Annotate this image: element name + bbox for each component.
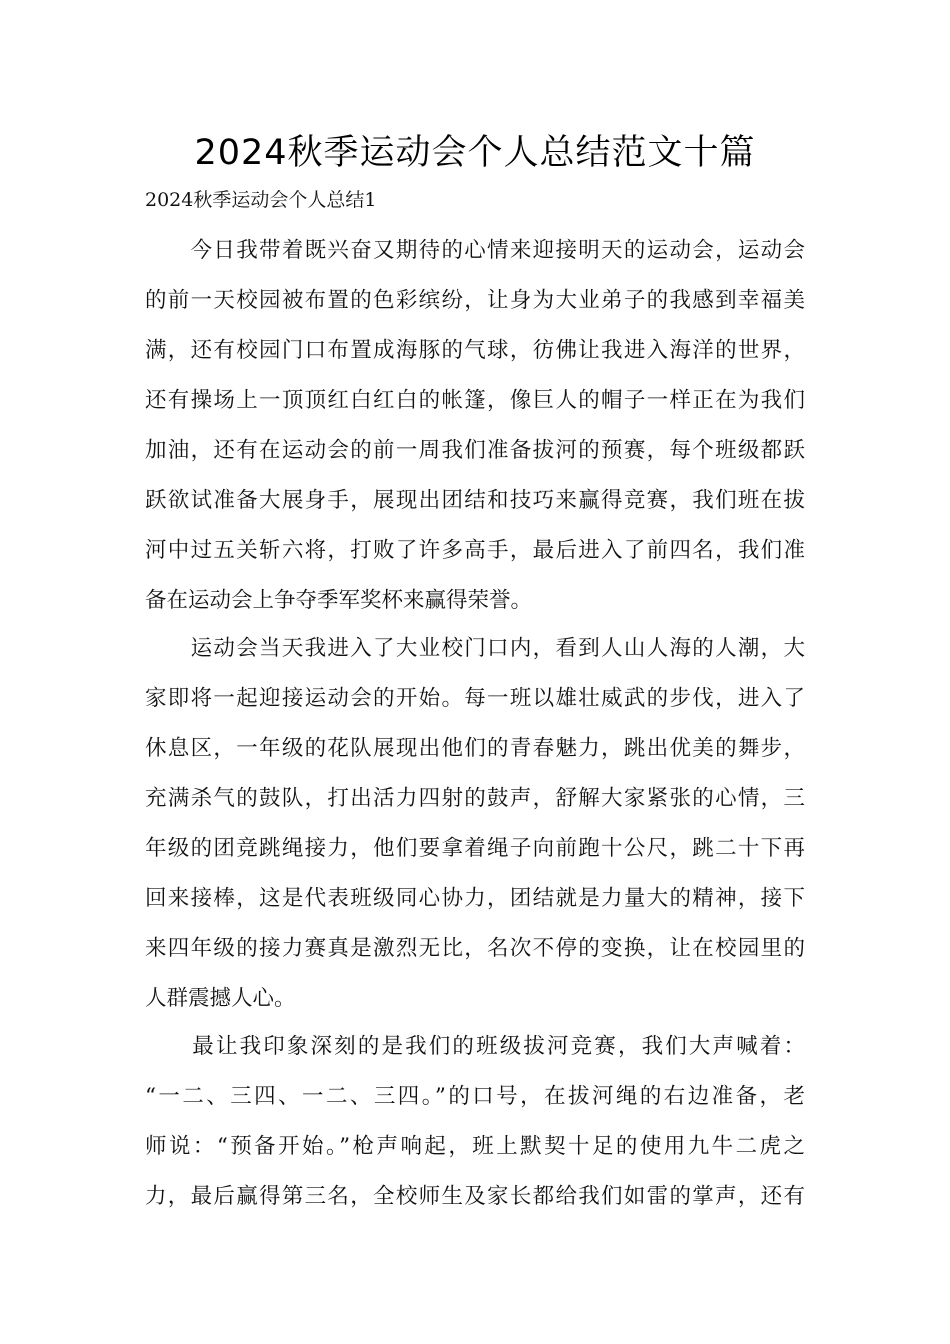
text-line: 最让我印象深刻的是我们的班级拔河竞赛，我们大声喊着： (145, 1034, 805, 1059)
text-line: 今日我带着既兴奋又期待的心情来迎接明天的运动会，运动会 (145, 238, 805, 263)
text-line: 备在运动会上争夺季军奖杯来赢得荣誉。 (145, 588, 533, 613)
text-line: 河中过五关斩六将，打败了许多高手，最后进入了前四名，我们准 (145, 538, 805, 563)
text-line: 的前一天校园被布置的色彩缤纷，让身为大业弟子的我感到幸福美 (145, 288, 805, 313)
text-line: 满，还有校园门口布置成海豚的气球，彷佛让我进入海洋的世界， (145, 338, 805, 363)
section-heading: 2024秋季运动会个人总结1 (145, 189, 377, 211)
text-line: 充满杀气的鼓队，打出活力四射的鼓声，舒解大家紧张的心情，三 (145, 786, 805, 811)
text-line: 休息区，一年级的花队展现出他们的青春魅力，跳出优美的舞步， (145, 736, 805, 761)
text-line: 运动会当天我进入了大业校门口内，看到人山人海的人潮，大 (145, 636, 805, 661)
text-line: 来四年级的接力赛真是激烈无比，名次不停的变换，让在校园里的 (145, 936, 805, 961)
text-line: 跃欲试准备大展身手，展现出团结和技巧来赢得竞赛，我们班在拔 (145, 488, 805, 513)
text-line: 加油，还有在运动会的前一周我们准备拔河的预赛，每个班级都跃 (145, 438, 805, 463)
document-title: 2024秋季运动会个人总结范文十篇 (194, 133, 756, 173)
text-line: 力，最后赢得第三名，全校师生及家长都给我们如雷的掌声，还有 (145, 1184, 805, 1209)
text-line: 回来接棒，这是代表班级同心协力，团结就是力量大的精神，接下 (145, 886, 805, 911)
text-line: “一二、三四、一二、三四。”的口号，在拔河绳的右边准备，老 (145, 1084, 805, 1109)
text-line: 年级的团竞跳绳接力，他们要拿着绳子向前跑十公尺，跳二十下再 (145, 836, 805, 861)
text-line: 家即将一起迎接运动会的开始。每一班以雄壮威武的步伐，进入了 (145, 686, 805, 711)
text-line: 人群震撼人心。 (145, 986, 296, 1011)
text-line: 师说：“预备开始。”枪声响起，班上默契十足的使用九牛二虎之 (145, 1134, 805, 1159)
text-line: 还有操场上一顶顶红白红白的帐篷，像巨人的帽子一样正在为我们 (145, 388, 805, 413)
